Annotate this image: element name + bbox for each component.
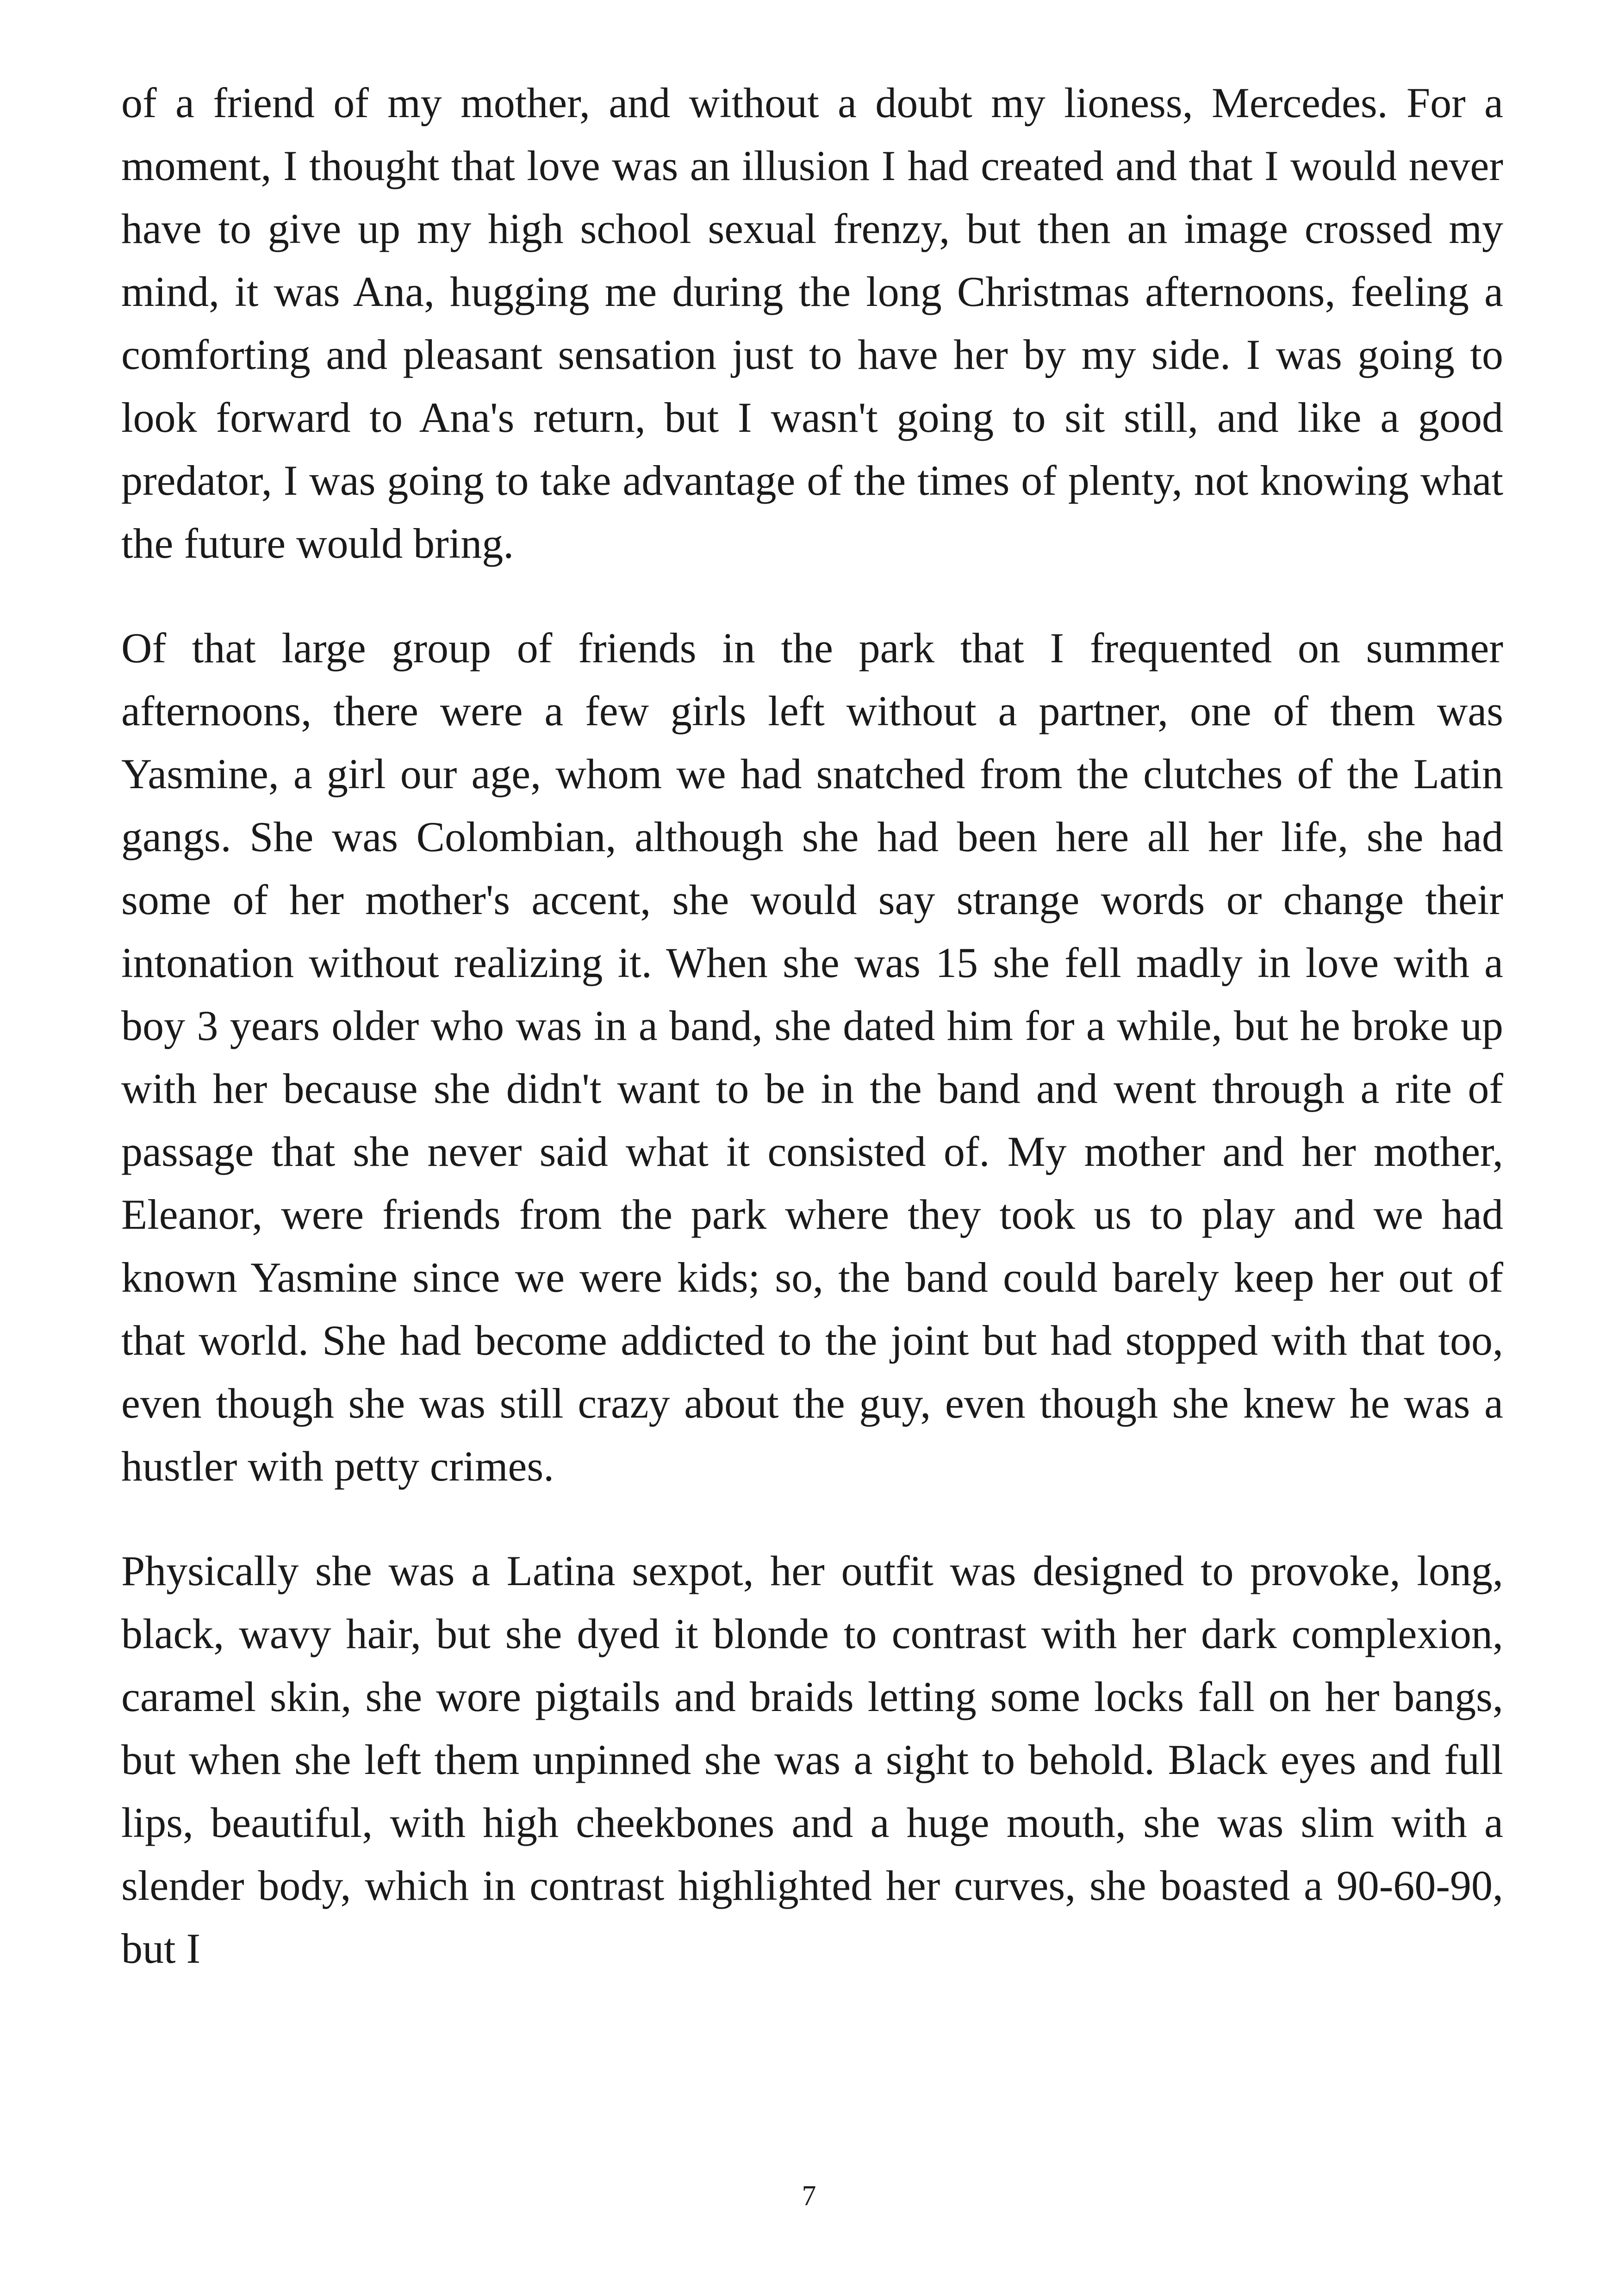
page-number: 7 (802, 2180, 816, 2212)
body-text (121, 71, 1503, 1980)
paragraph-1: of a friend of my mother, and without a doubt my lioness, Mercedes. For a moment, I thought that love was an illusion I had created and that I would never have to give up my high school sexual frenzy, but then an image crossed my mind, it was Ana, hugging me during the long Christmas afternoons, feeling a comforting and pleasant sensation just to have her by my side. I was going to look forward to Ana's return, but I wasn't going to sit still, and like a good predator, I was going to take advantage of the times of plenty, not knowing what the future would bring. (121, 79, 1503, 567)
paragraph-2: Of that large group of friends in the park that I frequented on summer afternoons, there were a few girls left without a partner, one of them was Yasmine, a girl our age, whom we had snatched from the clutches of the Latin gangs. She was Colombian, although she had been here all her life, she had some of her mother's accent, she would say strange words or change their intonation without realizing it. When she was 15 she fell madly in love with a boy 3 years older who was in a band, she dated him for a while, but he broke up with her because she didn't want to be in the band and went through a rite of passage that she never said what it consisted of. My mother and her mother, Eleanor, were friends from the park where they took us to play and we had known Yasmine since we were kids; so, the band could barely keep her out of that world. She had become addicted to the joint but had stopped with that too, even though she was still crazy about the guy, even though she knew he was a hustler with petty crimes. (121, 624, 1503, 1490)
paragraph-3: Physically she was a Latina sexpot, her outfit was designed to provoke, long, black, wavy hair, but she dyed it blonde to contrast with her dark complexion, caramel skin, she wore pigtails and braids letting some locks fall on her bangs, but when she left them unpinned she was a sight to behold. Black eyes and full lips, beautiful, with high cheekbones and a huge mouth, she was slim with a slender body, which in contrast highlighted her curves, she boasted a 90-60-90, but I (121, 1547, 1503, 1972)
